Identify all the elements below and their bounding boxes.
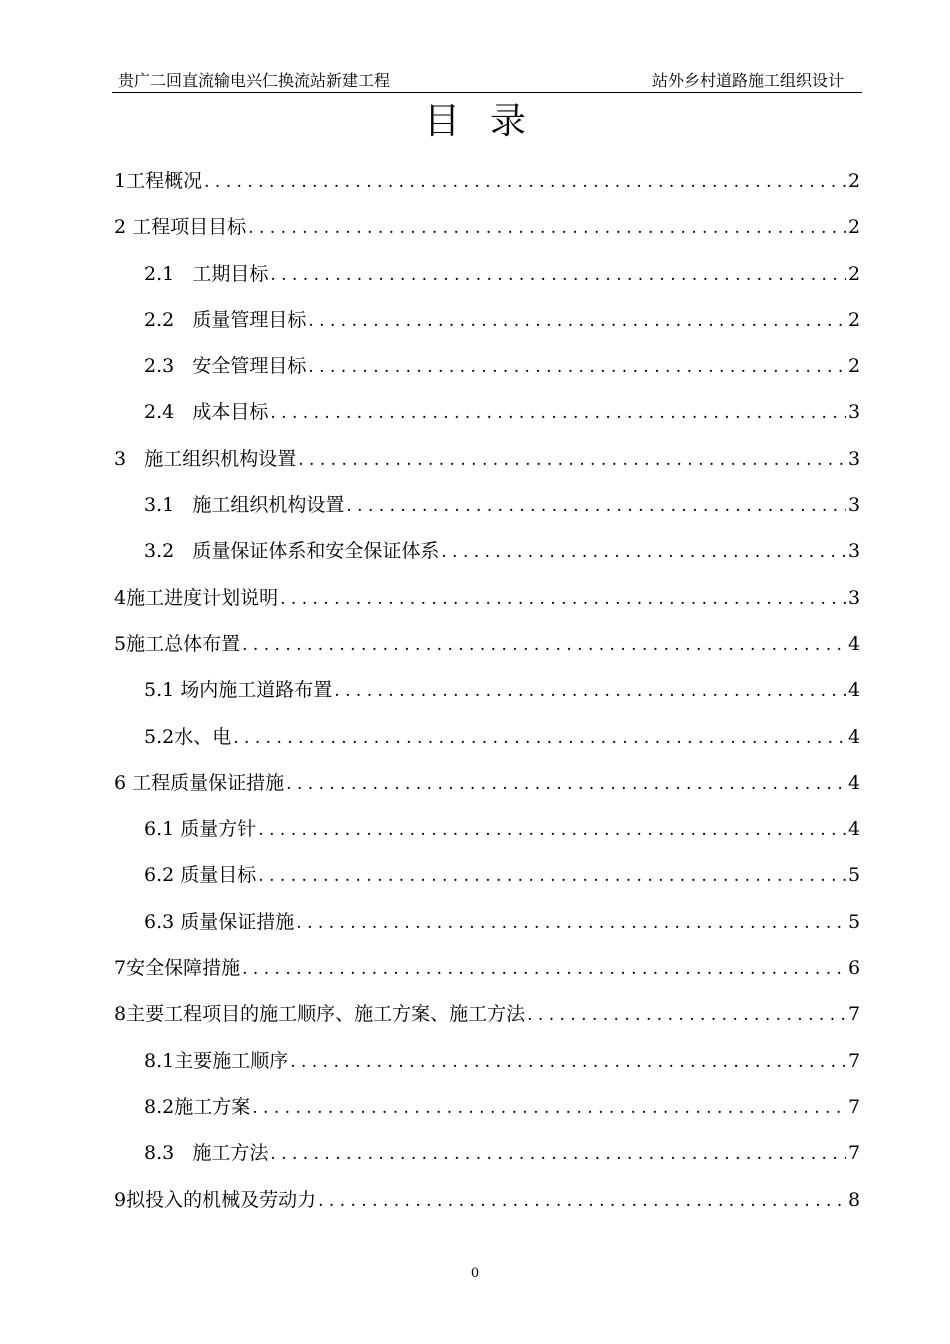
toc-entry-page: 3 bbox=[848, 447, 861, 470]
toc-entry[interactable] bbox=[114, 578, 860, 624]
toc-entry-label: 8.1主要施工顺序 bbox=[144, 1049, 289, 1072]
toc-entry[interactable] bbox=[114, 624, 860, 670]
toc-entry[interactable] bbox=[114, 207, 860, 253]
toc-entry-page: 5 bbox=[848, 910, 861, 933]
toc-entry-page: 2 bbox=[848, 262, 861, 285]
toc-dot-leader bbox=[318, 1181, 846, 1221]
toc-entry-page: 6 bbox=[848, 957, 861, 980]
toc-entry-label: 6.2 质量目标 bbox=[144, 864, 257, 887]
toc-dot-leader bbox=[527, 995, 846, 1035]
toc-title: 目录 bbox=[423, 101, 556, 142]
toc-entry-page: 4 bbox=[848, 632, 861, 655]
toc-entry-label: 8主要工程项目的施工顺序、施工方案、施工方法 bbox=[114, 1003, 526, 1026]
toc-dot-leader bbox=[308, 301, 846, 341]
toc-entry-label: 8.2施工方案 bbox=[144, 1095, 251, 1118]
toc-dot-leader bbox=[258, 856, 846, 896]
toc-dot-leader bbox=[270, 1134, 846, 1174]
toc-entry-page: 2 bbox=[848, 308, 861, 331]
toc-entry-page: 7 bbox=[848, 1049, 861, 1072]
toc-entry[interactable] bbox=[114, 254, 860, 300]
toc-entry-label: 7安全保障措施 bbox=[114, 957, 241, 980]
toc-dot-leader bbox=[270, 255, 846, 295]
toc-entry-page: 4 bbox=[848, 818, 861, 841]
toc-dot-leader bbox=[242, 625, 846, 665]
toc-dot-leader bbox=[258, 810, 846, 850]
toc-dot-leader bbox=[296, 903, 846, 943]
page-header bbox=[112, 66, 862, 93]
toc-entry[interactable] bbox=[114, 392, 860, 438]
toc-entry-label: 6.1 质量方针 bbox=[144, 818, 257, 841]
toc-dot-leader bbox=[346, 486, 846, 526]
toc-entry-page: 3 bbox=[848, 540, 861, 563]
toc-entry[interactable] bbox=[114, 1180, 860, 1226]
toc-entry-page: 7 bbox=[848, 1142, 861, 1165]
toc-entry[interactable] bbox=[114, 161, 860, 207]
toc-entry-label: 6 工程质量保证措施 bbox=[114, 771, 285, 794]
toc-dot-leader bbox=[204, 162, 846, 202]
toc-entry[interactable] bbox=[114, 1041, 860, 1087]
toc-dot-leader bbox=[298, 440, 846, 480]
toc-entry[interactable] bbox=[114, 300, 860, 346]
toc-entry[interactable] bbox=[114, 717, 860, 763]
toc-entry-page: 5 bbox=[848, 864, 861, 887]
toc-entry-page: 3 bbox=[848, 494, 861, 517]
toc-entry[interactable] bbox=[114, 1087, 860, 1133]
toc-entry-label: 8.3 施工方法 bbox=[144, 1142, 269, 1165]
toc-entry-page: 2 bbox=[848, 170, 861, 192]
toc-dot-leader bbox=[242, 949, 846, 989]
toc-entry-page: 3 bbox=[848, 586, 861, 609]
toc-entry[interactable] bbox=[114, 1133, 860, 1179]
toc-entry[interactable] bbox=[114, 531, 860, 577]
toc-entry-page: 7 bbox=[848, 1003, 861, 1026]
toc-entry[interactable] bbox=[114, 809, 860, 855]
toc-dot-leader bbox=[441, 532, 846, 572]
toc-entry-label: 2.1 工期目标 bbox=[144, 262, 269, 285]
toc-entry-page: 8 bbox=[848, 1188, 861, 1211]
toc-dot-leader bbox=[233, 718, 846, 758]
toc-entry[interactable] bbox=[114, 346, 860, 392]
toc-entry[interactable] bbox=[114, 855, 860, 901]
toc-dot-leader bbox=[280, 579, 846, 619]
toc-entry-page: 2 bbox=[848, 355, 861, 378]
toc-entry[interactable] bbox=[114, 485, 860, 531]
toc-entry-label: 5.1 场内施工道路布置 bbox=[144, 679, 333, 702]
toc-entry-page: 4 bbox=[848, 771, 861, 794]
toc-dot-leader bbox=[252, 1088, 846, 1128]
toc-dot-leader bbox=[334, 671, 846, 711]
toc-dot-leader bbox=[270, 393, 846, 433]
toc-entry[interactable] bbox=[114, 902, 860, 948]
toc-dot-leader bbox=[308, 347, 846, 387]
toc-entry-label: 5施工总体布置 bbox=[114, 632, 241, 655]
toc-entry-label: 3.2 质量保证体系和安全保证体系 bbox=[144, 540, 440, 563]
table-of-contents bbox=[114, 161, 860, 1226]
toc-dot-leader bbox=[286, 764, 846, 804]
toc-entry-label: 2 工程项目目标 bbox=[114, 216, 247, 239]
toc-entry-label: 6.3 质量保证措施 bbox=[144, 910, 295, 933]
toc-entry[interactable] bbox=[114, 670, 860, 716]
toc-entry-label: 5.2水、电 bbox=[144, 725, 232, 748]
toc-entry[interactable] bbox=[114, 994, 860, 1040]
toc-entry-page: 4 bbox=[848, 679, 861, 702]
toc-entry-label: 2.4 成本目标 bbox=[144, 401, 269, 424]
toc-entry-label: 3.1 施工组织机构设置 bbox=[144, 494, 345, 517]
toc-dot-leader bbox=[290, 1042, 846, 1082]
toc-entry-label: 9拟投入的机械及劳动力 bbox=[114, 1188, 317, 1211]
header-project-name: 贵广二回直流输电兴仁换流站新建工程 bbox=[118, 71, 391, 90]
toc-entry-page: 3 bbox=[848, 401, 861, 424]
toc-entry-label: 2.2 质量管理目标 bbox=[144, 308, 307, 331]
toc-entry-page: 7 bbox=[848, 1095, 861, 1118]
toc-entry[interactable] bbox=[114, 763, 860, 809]
header-document-name: 站外乡村道路施工组织设计 bbox=[651, 71, 844, 90]
page-number: 0 bbox=[470, 1266, 480, 1281]
toc-entry-page: 2 bbox=[848, 216, 861, 239]
toc-dot-leader bbox=[248, 208, 846, 248]
toc-entry-page: 4 bbox=[848, 725, 861, 748]
toc-entry[interactable] bbox=[114, 948, 860, 994]
toc-entry-label: 2.3 安全管理目标 bbox=[144, 355, 307, 378]
toc-entry-label: 3 施工组织机构设置 bbox=[114, 447, 297, 470]
toc-entry-label: 1工程概况 bbox=[114, 170, 203, 192]
toc-entry[interactable] bbox=[114, 439, 860, 485]
toc-entry-label: 4施工进度计划说明 bbox=[114, 586, 279, 609]
